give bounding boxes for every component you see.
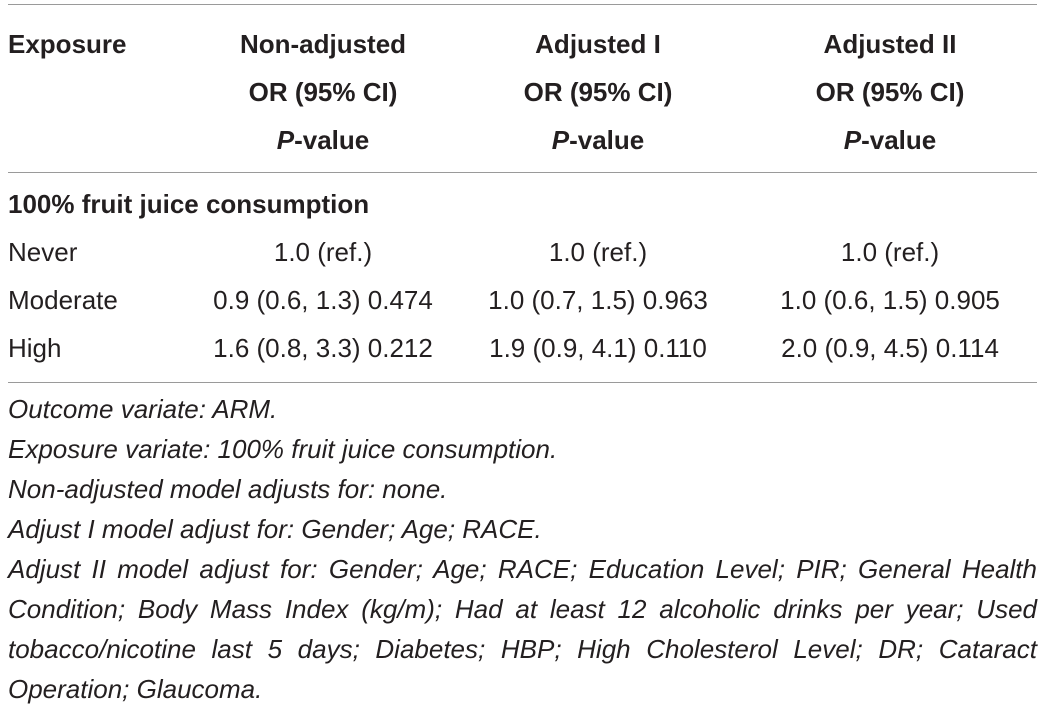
odds-ratio-table [8,5,1037,172]
table-footnotes [8,383,1037,709]
header-p-value: P-value [843,125,937,155]
row-label: High [8,333,62,363]
table-header [8,5,1037,172]
footnote: Adjust II model adjust for: Gender; Age; RACE; Education Level; PIR; General Health Condition; Body Mass Index (kg/m); Had at least 12 alcoholic drinks per year; Used tobacco/nicotine last 5 days; Diabetes; HBP; High Cholesterol Level; DR; Cataract Operation; Glaucoma. [8,554,1037,704]
header-or-ci: OR (95% CI) [248,77,398,107]
cell-adjusted-i: 1.9 (0.9, 4.1) 0.110 [489,333,707,363]
footnote: Outcome variate: ARM. [8,394,278,424]
header-rule [8,172,1037,173]
cell-adjusted-ii: 1.0 (0.6, 1.5) 0.905 [780,285,1000,315]
header-adjusted-i [453,5,743,172]
footnote: Non-adjusted model adjusts for: none. [8,474,448,504]
header-title: Non-adjusted [239,29,407,59]
table-row [8,324,1037,372]
section-title: 100% fruit juice consumption [8,189,370,219]
cell-adjusted-i: 1.0 (0.7, 1.5) 0.963 [488,285,708,315]
header-or-ci: OR (95% CI) [523,77,673,107]
header-adjusted-ii [743,5,1037,172]
table-row [8,228,1037,276]
header-title: Adjusted I [535,29,661,59]
row-label: Moderate [8,285,118,315]
cell-non-adjusted: 1.0 (ref.) [273,237,373,267]
cell-adjusted-ii: 2.0 (0.9, 4.5) 0.114 [781,333,999,363]
section-row [8,180,1037,228]
cell-non-adjusted: 1.6 (0.8, 3.3) 0.212 [213,333,433,363]
table-row [8,276,1037,324]
cell-non-adjusted: 0.9 (0.6, 1.3) 0.474 [213,285,433,315]
cell-adjusted-i: 1.0 (ref.) [548,237,648,267]
header-p-value: P-value [551,125,645,155]
header-non-adjusted [193,5,453,172]
header-title: Adjusted II [823,29,957,59]
header-p-value: P-value [276,125,370,155]
results-table-figure [8,4,1037,709]
cell-adjusted-ii: 1.0 (ref.) [840,237,940,267]
header-or-ci: OR (95% CI) [815,77,965,107]
footnote: Adjust I model adjust for: Gender; Age; RACE. [8,514,542,544]
footnote: Exposure variate: 100% fruit juice consumption. [8,434,558,464]
row-label: Never [8,237,78,267]
header-exposure: Exposure [8,29,127,59]
odds-ratio-table-body [8,180,1037,372]
